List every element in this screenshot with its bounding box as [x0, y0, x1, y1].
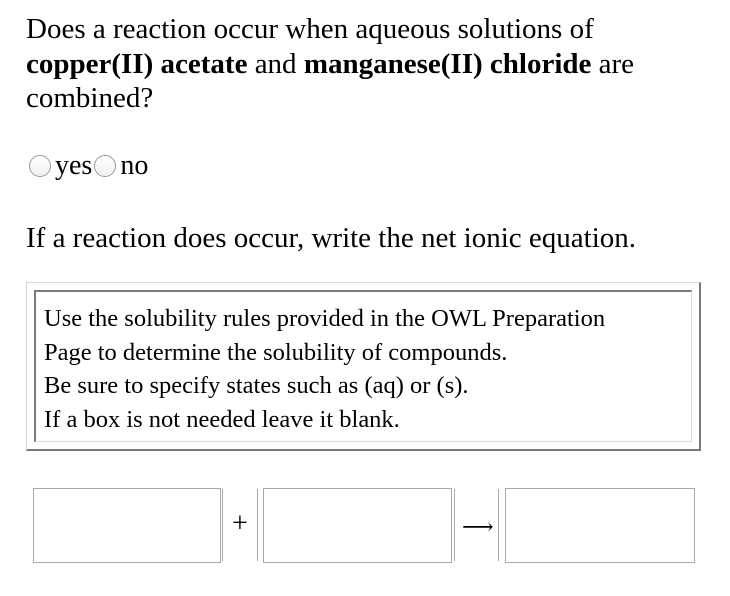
- hint-line: Be sure to specify states such as (aq) or (s).: [44, 372, 469, 399]
- yes-radio[interactable]: [29, 155, 51, 177]
- yes-label[interactable]: yes: [55, 150, 93, 181]
- no-radio[interactable]: [94, 155, 116, 177]
- divider: [498, 489, 499, 561]
- reactant-1: copper(II) acetate: [26, 47, 248, 80]
- question-conjunction: and: [254, 47, 297, 80]
- product-input[interactable]: [505, 488, 695, 563]
- reactant-input-1[interactable]: [33, 488, 221, 563]
- divider: [222, 489, 223, 561]
- hint-content: [34, 290, 692, 442]
- hint-line: Use the solubility rules provided in the OWL Preparation: [44, 305, 606, 332]
- question-suffix-end: combined?: [26, 82, 154, 114]
- hint-box: [26, 282, 701, 451]
- reaction-arrow-icon: ⟶: [462, 514, 494, 539]
- question-text: [26, 12, 706, 116]
- plus-sign: +: [232, 508, 248, 539]
- question-suffix-are: are: [598, 47, 635, 80]
- reactant-input-2[interactable]: [263, 488, 452, 563]
- reaction-choice-group: [29, 150, 150, 182]
- hint-line: Page to determine the solubility of compounds.: [44, 338, 508, 366]
- divider: [454, 489, 455, 561]
- reactant-2: manganese(II) chloride: [303, 47, 592, 80]
- hint-line: If a box is not needed leave it blank.: [44, 405, 400, 433]
- no-label[interactable]: no: [120, 150, 149, 181]
- divider: [257, 489, 258, 561]
- question-prefix: Does a reaction occur when aqueous solutions of: [26, 13, 594, 45]
- net-ionic-prompt: If a reaction does occur, write the net ionic equation.: [26, 222, 637, 254]
